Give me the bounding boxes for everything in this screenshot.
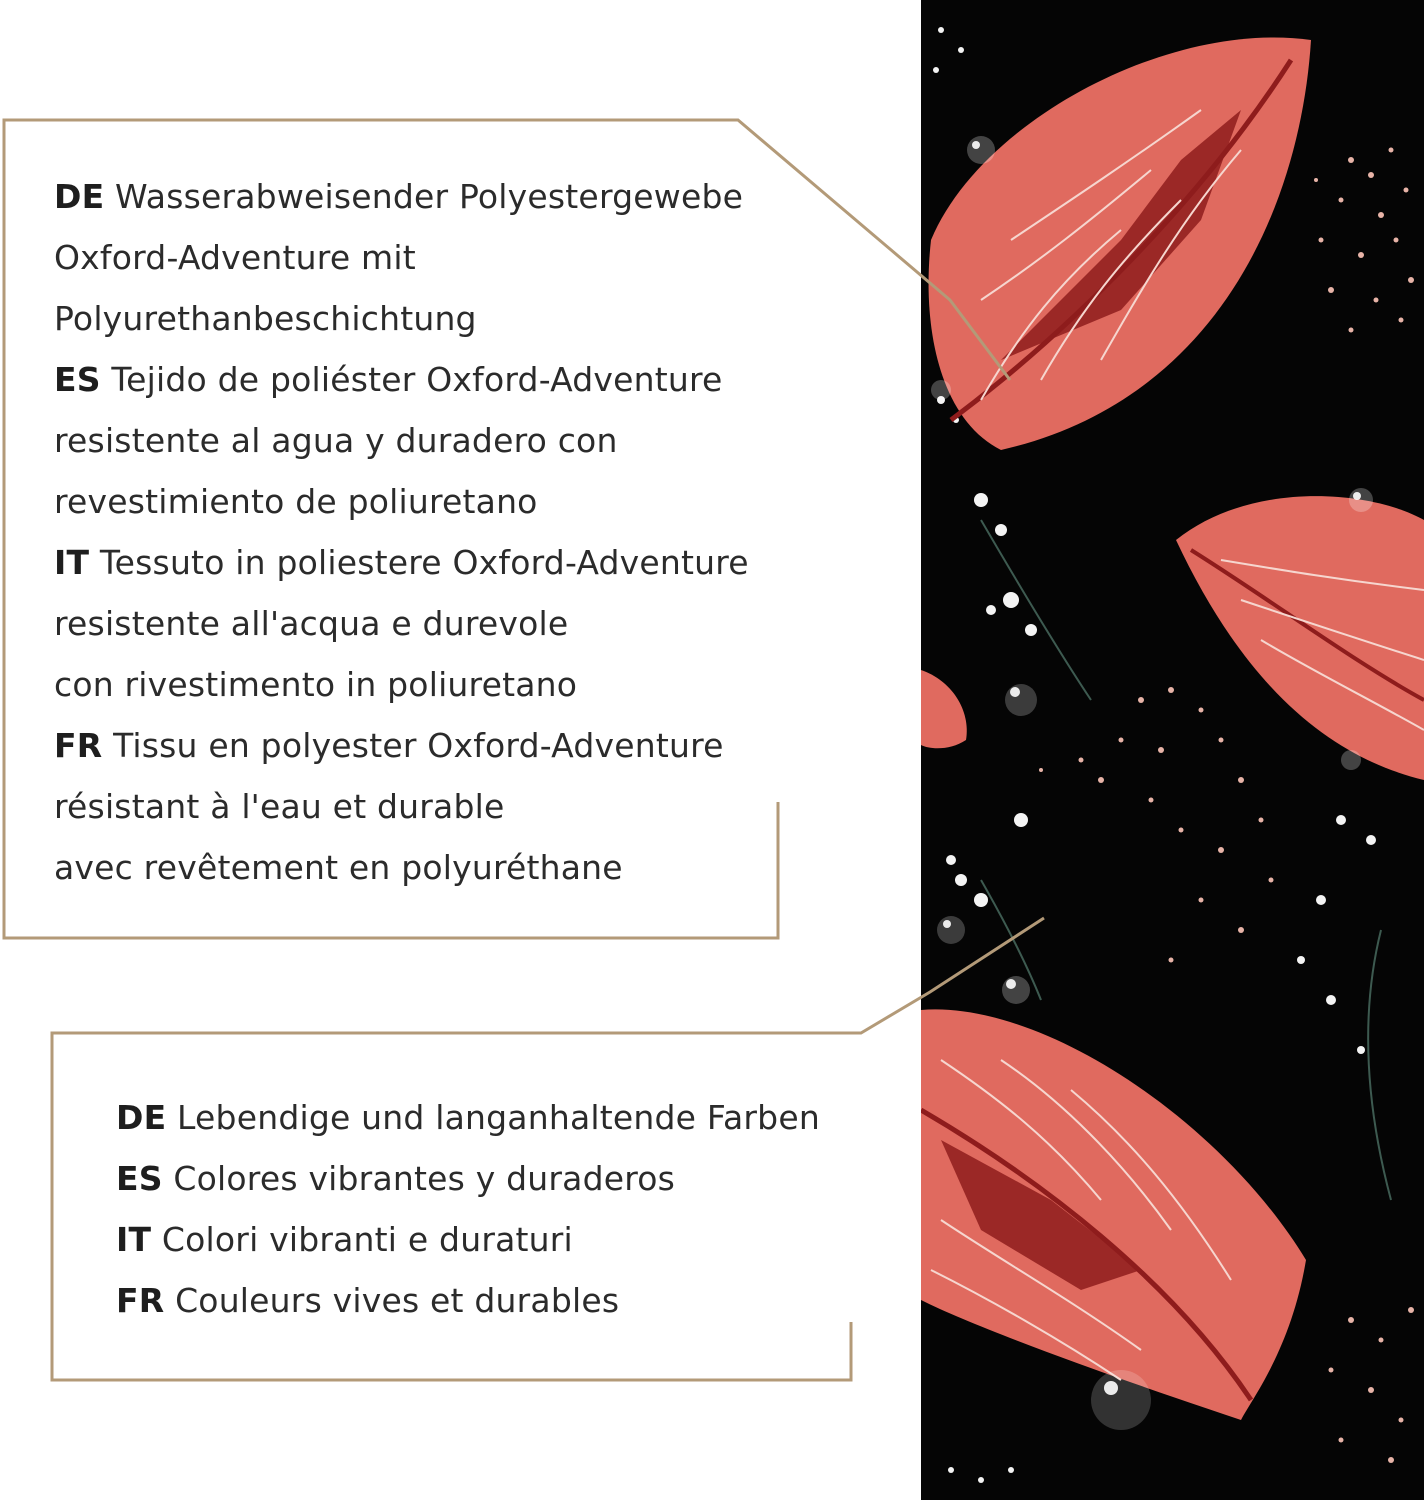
colors-line-2 <box>116 1148 820 1209</box>
leaf-top <box>929 37 1311 450</box>
description-line-8 <box>54 593 749 654</box>
colors-text-es: Colores vibrantes y duraderos <box>173 1159 676 1198</box>
description-text-it-2: resistente all'acqua e durevole <box>54 604 569 643</box>
leaf-bottom <box>921 1009 1306 1420</box>
flower-cluster-bottom-right <box>1329 1307 1415 1463</box>
description-text-fr-1: Tissu en polyester Oxford-Adventure <box>113 726 724 765</box>
description-text-fr-2: résistant à l'eau et durable <box>54 787 505 826</box>
colors-text-fr: Couleurs vives et durables <box>175 1281 620 1320</box>
description-line-12 <box>54 837 749 898</box>
colors-text-it: Colori vibranti e duraturi <box>161 1220 573 1259</box>
flower-cluster-middle <box>1039 687 1274 963</box>
description-line-3 <box>54 288 749 349</box>
leaf-middle-right <box>1176 496 1424 780</box>
language-code-de: DE <box>116 1098 167 1137</box>
description-line-9 <box>54 654 749 715</box>
colors-text-de: Lebendige und langanhaltende Farben <box>177 1098 820 1137</box>
description-text-de-1: Wasserabweisender Polyestergewebe <box>115 177 744 216</box>
description-line-7 <box>54 532 749 593</box>
language-code-fr: FR <box>116 1281 165 1320</box>
fabric-pattern-image <box>921 0 1424 1500</box>
language-code-es: ES <box>54 360 101 399</box>
description-text-it-1: Tessuto in poliestere Oxford-Adventure <box>99 543 749 582</box>
description-text-es-1: Tejido de poliéster Oxford-Adventure <box>111 360 723 399</box>
language-code-de: DE <box>54 177 105 216</box>
description-text-de-3: Polyurethanbeschichtung <box>54 299 477 338</box>
colors-line-1 <box>116 1087 820 1148</box>
description-line-6 <box>54 471 749 532</box>
description-line-11 <box>54 776 749 837</box>
description-line-10 <box>54 715 749 776</box>
description-text-fr-3: avec revêtement en polyuréthane <box>54 848 623 887</box>
language-code-fr: FR <box>54 726 103 765</box>
description-text-it-3: con rivestimento in poliuretano <box>54 665 578 704</box>
description-line-5 <box>54 410 749 471</box>
language-code-it: IT <box>116 1220 152 1259</box>
description-text-es-3: revestimiento de poliuretano <box>54 482 538 521</box>
colors-line-4 <box>116 1270 820 1331</box>
description-line-2 <box>54 227 749 288</box>
description-text-es-2: resistente al agua y duradero con <box>54 421 618 460</box>
description-callout-text <box>54 166 749 898</box>
language-code-it: IT <box>54 543 90 582</box>
leaf-small-left <box>921 670 967 748</box>
language-code-es: ES <box>116 1159 163 1198</box>
colors-line-3 <box>116 1209 820 1270</box>
description-line-1 <box>54 166 749 227</box>
description-text-de-2: Oxford-Adventure mit <box>54 238 416 277</box>
flower-cluster-top-right <box>1314 148 1414 333</box>
description-line-4 <box>54 349 749 410</box>
colors-callout-text <box>116 1087 820 1331</box>
